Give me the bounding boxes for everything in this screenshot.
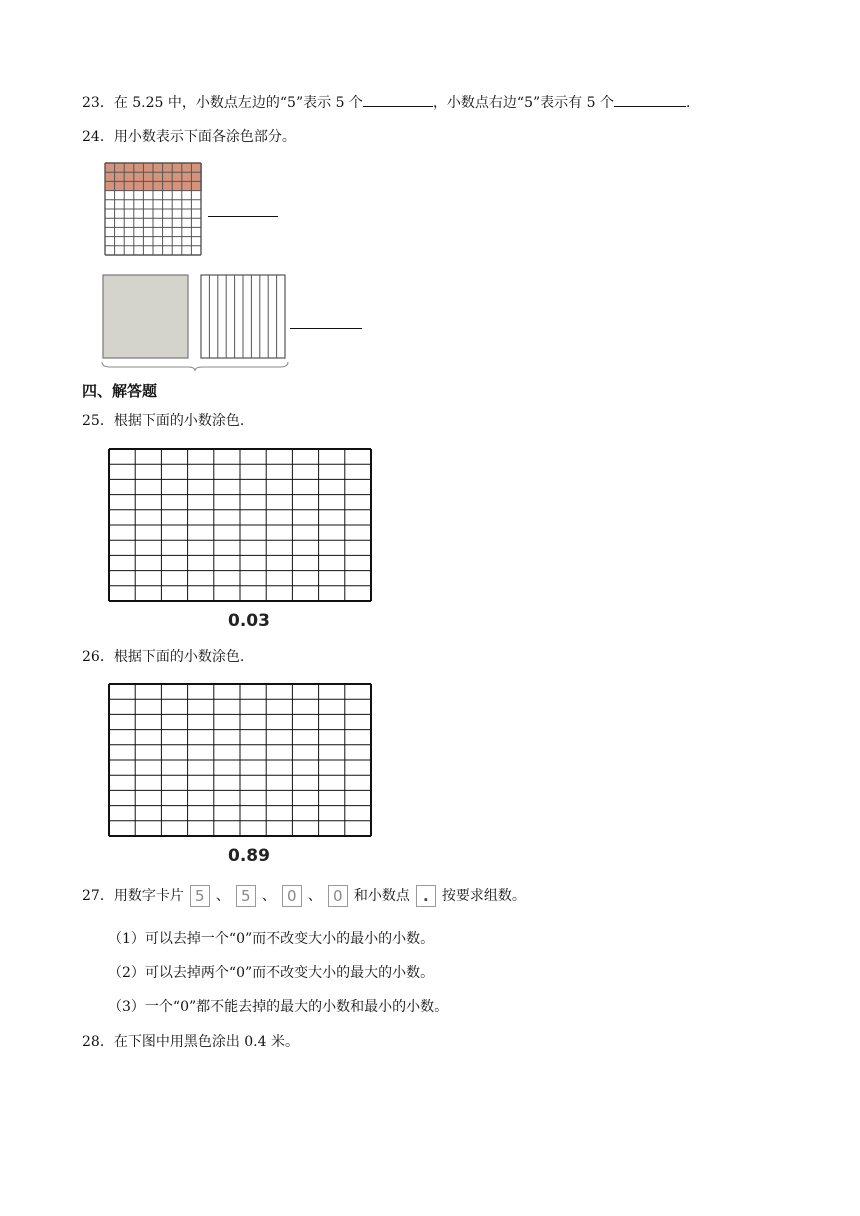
answer-blank-3[interactable] (208, 202, 278, 217)
question-text-end: ． (685, 95, 700, 111)
q24-brace (100, 360, 290, 372)
question-27 (82, 885, 526, 907)
question-26 (82, 646, 244, 666)
question-number: 25． (82, 413, 114, 429)
answer-blank-1[interactable] (363, 92, 433, 107)
question-text: 根据下面的小数涂色. (113, 413, 245, 429)
question-text-a: 用数字卡片 (113, 888, 184, 904)
question-number: 26． (82, 649, 114, 665)
question-text-b: ，小数点右边“5”表示有 5 个 (432, 95, 614, 111)
question-number: 27． (82, 888, 114, 904)
question-text-c: 按要求组数。 (441, 888, 526, 904)
question-text-a: 在 5.25 中，小数点左边的“5”表示 5 个 (113, 95, 363, 111)
question-text: 在下图中用黑色涂出 0.4 米。 (113, 1034, 299, 1050)
q27-sub-1: （1）可以去掉一个“0”而不改变大小的最小的小数。 (108, 931, 435, 947)
question-24 (82, 126, 296, 146)
q25-grid-label: 0.03 (228, 611, 270, 631)
separator: 、 (307, 888, 322, 904)
question-25 (82, 410, 244, 430)
q26-grid-label: 0.89 (228, 846, 270, 866)
digit-card-5b: 5 (236, 885, 256, 907)
decimal-point-card: . (416, 885, 436, 907)
digit-card-0a: 0 (282, 885, 302, 907)
digit-card-0b: 0 (328, 885, 348, 907)
question-text: 根据下面的小数涂色. (113, 649, 245, 665)
q24-grey-square (102, 274, 190, 360)
digit-card-5a: 5 (190, 885, 210, 907)
question-28 (82, 1031, 299, 1051)
q24-shaded-hundred-grid (104, 162, 204, 258)
separator: 、 (215, 888, 230, 904)
question-text: 用小数表示下面各涂色部分。 (113, 129, 296, 145)
q25-blank-grid[interactable] (108, 448, 374, 604)
question-number: 23． (82, 95, 114, 111)
separator: 、 (261, 888, 276, 904)
section-heading: 四、解答题 (82, 382, 158, 400)
question-number: 28． (82, 1034, 114, 1050)
answer-blank-4[interactable] (290, 314, 362, 329)
question-number: 24． (82, 129, 114, 145)
answer-blank-2[interactable] (614, 92, 686, 107)
q24-strip-square (200, 274, 286, 360)
q26-blank-grid[interactable] (108, 683, 374, 839)
question-text-b: 和小数点 (353, 888, 410, 904)
q27-sub-2: （2）可以去掉两个“0”而不改变大小的最大的小数。 (108, 965, 435, 981)
question-23 (82, 92, 700, 112)
q27-sub-3: （3）一个“0”都不能去掉的最大的小数和最小的小数。 (108, 999, 449, 1015)
